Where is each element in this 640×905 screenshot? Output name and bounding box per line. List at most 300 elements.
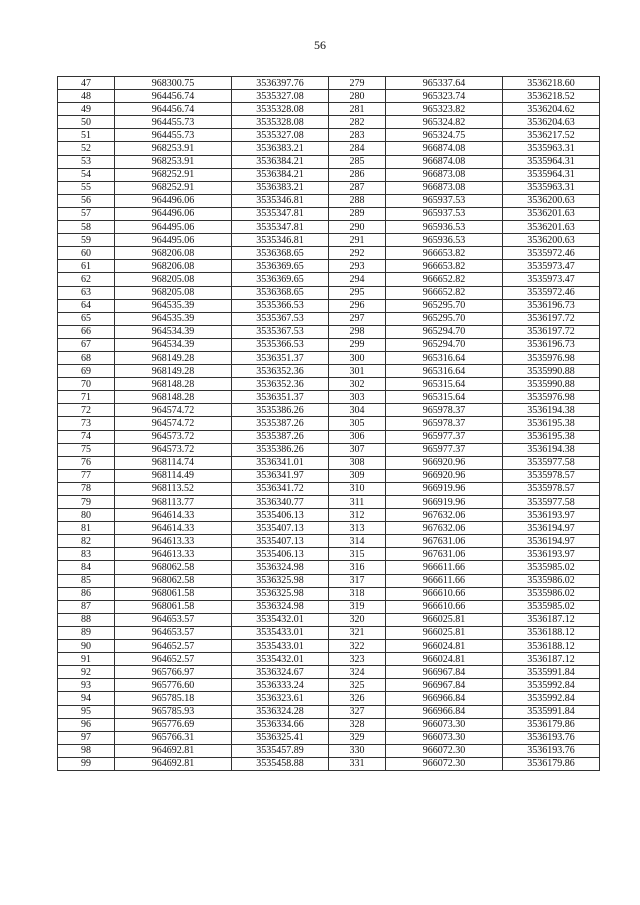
table-row — [58, 129, 600, 142]
coordinate-table-body — [58, 77, 600, 771]
point-id-left-cell: 55 — [58, 181, 115, 194]
y-coord-right-cell: 3536194.97 — [503, 535, 600, 548]
table-row — [58, 365, 600, 378]
coordinate-table — [57, 76, 600, 771]
point-id-right-cell: 313 — [329, 522, 386, 535]
point-id-right-cell: 291 — [329, 234, 386, 247]
x-coord-left-cell: 964534.39 — [115, 338, 232, 351]
y-coord-left-cell: 3536352.36 — [232, 378, 329, 391]
point-id-right-cell: 305 — [329, 417, 386, 430]
y-coord-left-cell: 3536334.66 — [232, 718, 329, 731]
table-row — [58, 103, 600, 116]
y-coord-right-cell: 3535985.02 — [503, 561, 600, 574]
point-id-left-cell: 65 — [58, 312, 115, 325]
table-row — [58, 299, 600, 312]
x-coord-right-cell: 966652.82 — [386, 286, 503, 299]
point-id-right-cell: 324 — [329, 666, 386, 679]
table-row — [58, 312, 600, 325]
x-coord-left-cell: 964573.72 — [115, 443, 232, 456]
point-id-left-cell: 70 — [58, 378, 115, 391]
point-id-right-cell: 323 — [329, 653, 386, 666]
point-id-right-cell: 331 — [329, 757, 386, 770]
y-coord-left-cell: 3536324.28 — [232, 705, 329, 718]
y-coord-left-cell: 3536333.24 — [232, 679, 329, 692]
x-coord-right-cell: 966919.96 — [386, 496, 503, 509]
table-row — [58, 378, 600, 391]
x-coord-left-cell: 964496.06 — [115, 194, 232, 207]
x-coord-left-cell: 968300.75 — [115, 77, 232, 90]
point-id-left-cell: 49 — [58, 103, 115, 116]
x-coord-right-cell: 965323.82 — [386, 103, 503, 116]
point-id-right-cell: 311 — [329, 496, 386, 509]
y-coord-right-cell: 3535991.84 — [503, 666, 600, 679]
y-coord-left-cell: 3535433.01 — [232, 640, 329, 653]
x-coord-right-cell: 965337.64 — [386, 77, 503, 90]
table-row — [58, 338, 600, 351]
point-id-right-cell: 322 — [329, 640, 386, 653]
x-coord-left-cell: 964455.73 — [115, 116, 232, 129]
y-coord-right-cell: 3535991.84 — [503, 705, 600, 718]
table-row — [58, 181, 600, 194]
table-row — [58, 155, 600, 168]
y-coord-right-cell: 3536217.52 — [503, 129, 600, 142]
y-coord-left-cell: 3536341.97 — [232, 469, 329, 482]
x-coord-right-cell: 966873.08 — [386, 181, 503, 194]
x-coord-right-cell: 965977.37 — [386, 430, 503, 443]
point-id-left-cell: 54 — [58, 168, 115, 181]
point-id-left-cell: 88 — [58, 613, 115, 626]
x-coord-right-cell: 965316.64 — [386, 351, 503, 364]
point-id-left-cell: 95 — [58, 705, 115, 718]
point-id-left-cell: 74 — [58, 430, 115, 443]
y-coord-left-cell: 3536323.61 — [232, 692, 329, 705]
y-coord-left-cell: 3535407.13 — [232, 522, 329, 535]
y-coord-right-cell: 3535985.02 — [503, 600, 600, 613]
x-coord-left-cell: 968113.52 — [115, 482, 232, 495]
point-id-right-cell: 290 — [329, 221, 386, 234]
table-row — [58, 509, 600, 522]
table-row — [58, 482, 600, 495]
table-row — [58, 522, 600, 535]
point-id-left-cell: 86 — [58, 587, 115, 600]
point-id-right-cell: 301 — [329, 365, 386, 378]
point-id-right-cell: 281 — [329, 103, 386, 116]
y-coord-left-cell: 3535346.81 — [232, 234, 329, 247]
y-coord-right-cell: 3536204.62 — [503, 103, 600, 116]
x-coord-left-cell: 968061.58 — [115, 587, 232, 600]
point-id-left-cell: 75 — [58, 443, 115, 456]
table-row — [58, 640, 600, 653]
y-coord-right-cell: 3536218.52 — [503, 90, 600, 103]
y-coord-left-cell: 3535458.88 — [232, 757, 329, 770]
x-coord-left-cell: 964652.57 — [115, 640, 232, 653]
table-row — [58, 116, 600, 129]
y-coord-right-cell: 3536193.97 — [503, 548, 600, 561]
table-row — [58, 456, 600, 469]
table-row — [58, 168, 600, 181]
y-coord-right-cell: 3535990.88 — [503, 378, 600, 391]
y-coord-right-cell: 3536201.63 — [503, 207, 600, 220]
x-coord-left-cell: 964613.33 — [115, 535, 232, 548]
x-coord-right-cell: 965324.75 — [386, 129, 503, 142]
y-coord-left-cell: 3536369.65 — [232, 260, 329, 273]
point-id-left-cell: 87 — [58, 600, 115, 613]
table-row — [58, 653, 600, 666]
point-id-left-cell: 66 — [58, 325, 115, 338]
y-coord-left-cell: 3536369.65 — [232, 273, 329, 286]
y-coord-left-cell: 3535347.81 — [232, 221, 329, 234]
point-id-left-cell: 64 — [58, 299, 115, 312]
point-id-right-cell: 314 — [329, 535, 386, 548]
point-id-right-cell: 329 — [329, 731, 386, 744]
y-coord-right-cell: 3536194.38 — [503, 404, 600, 417]
x-coord-left-cell: 968062.58 — [115, 561, 232, 574]
point-id-right-cell: 316 — [329, 561, 386, 574]
x-coord-left-cell: 965785.93 — [115, 705, 232, 718]
point-id-right-cell: 326 — [329, 692, 386, 705]
x-coord-right-cell: 965295.70 — [386, 299, 503, 312]
table-row — [58, 207, 600, 220]
y-coord-right-cell: 3535986.02 — [503, 574, 600, 587]
x-coord-left-cell: 964574.72 — [115, 417, 232, 430]
point-id-left-cell: 78 — [58, 482, 115, 495]
table-row — [58, 90, 600, 103]
y-coord-left-cell: 3536383.21 — [232, 181, 329, 194]
point-id-left-cell: 82 — [58, 535, 115, 548]
x-coord-right-cell: 965315.64 — [386, 391, 503, 404]
point-id-right-cell: 319 — [329, 600, 386, 613]
point-id-right-cell: 298 — [329, 325, 386, 338]
y-coord-left-cell: 3535367.53 — [232, 325, 329, 338]
x-coord-left-cell: 968148.28 — [115, 391, 232, 404]
point-id-left-cell: 92 — [58, 666, 115, 679]
table-row — [58, 548, 600, 561]
y-coord-right-cell: 3535973.47 — [503, 273, 600, 286]
point-id-left-cell: 93 — [58, 679, 115, 692]
point-id-left-cell: 83 — [58, 548, 115, 561]
y-coord-right-cell: 3535986.02 — [503, 587, 600, 600]
table-row — [58, 469, 600, 482]
y-coord-right-cell: 3535964.31 — [503, 168, 600, 181]
point-id-left-cell: 52 — [58, 142, 115, 155]
x-coord-right-cell: 965936.53 — [386, 234, 503, 247]
point-id-left-cell: 85 — [58, 574, 115, 587]
y-coord-right-cell: 3535978.57 — [503, 482, 600, 495]
y-coord-left-cell: 3536324.98 — [232, 600, 329, 613]
y-coord-left-cell: 3535432.01 — [232, 653, 329, 666]
y-coord-right-cell: 3536188.12 — [503, 640, 600, 653]
table-row — [58, 247, 600, 260]
table-row — [58, 286, 600, 299]
x-coord-right-cell: 965937.53 — [386, 207, 503, 220]
y-coord-right-cell: 3535978.57 — [503, 469, 600, 482]
table-row — [58, 731, 600, 744]
point-id-right-cell: 309 — [329, 469, 386, 482]
x-coord-left-cell: 968113.77 — [115, 496, 232, 509]
y-coord-right-cell: 3536193.76 — [503, 731, 600, 744]
point-id-right-cell: 289 — [329, 207, 386, 220]
table-row — [58, 718, 600, 731]
x-coord-right-cell: 965324.82 — [386, 116, 503, 129]
table-row — [58, 234, 600, 247]
x-coord-left-cell: 964614.33 — [115, 522, 232, 535]
x-coord-right-cell: 965294.70 — [386, 325, 503, 338]
x-coord-right-cell: 966024.81 — [386, 653, 503, 666]
point-id-right-cell: 325 — [329, 679, 386, 692]
point-id-left-cell: 63 — [58, 286, 115, 299]
point-id-right-cell: 283 — [329, 129, 386, 142]
point-id-left-cell: 69 — [58, 365, 115, 378]
x-coord-left-cell: 964574.72 — [115, 404, 232, 417]
x-coord-left-cell: 968252.91 — [115, 168, 232, 181]
y-coord-left-cell: 3536351.37 — [232, 391, 329, 404]
y-coord-left-cell: 3536384.21 — [232, 155, 329, 168]
table-row — [58, 391, 600, 404]
x-coord-left-cell: 964573.72 — [115, 430, 232, 443]
y-coord-right-cell: 3535977.58 — [503, 456, 600, 469]
y-coord-right-cell: 3535972.46 — [503, 286, 600, 299]
table-row — [58, 574, 600, 587]
x-coord-right-cell: 966873.08 — [386, 168, 503, 181]
table-row — [58, 626, 600, 639]
y-coord-left-cell: 3535327.08 — [232, 129, 329, 142]
y-coord-right-cell: 3536201.63 — [503, 221, 600, 234]
y-coord-left-cell: 3535328.08 — [232, 116, 329, 129]
x-coord-left-cell: 968149.28 — [115, 365, 232, 378]
x-coord-left-cell: 968206.08 — [115, 260, 232, 273]
table-row — [58, 142, 600, 155]
x-coord-right-cell: 966920.96 — [386, 456, 503, 469]
y-coord-right-cell: 3536187.12 — [503, 653, 600, 666]
x-coord-right-cell: 967632.06 — [386, 522, 503, 535]
y-coord-left-cell: 3535387.26 — [232, 417, 329, 430]
point-id-left-cell: 99 — [58, 757, 115, 770]
point-id-right-cell: 312 — [329, 509, 386, 522]
y-coord-right-cell: 3535972.46 — [503, 247, 600, 260]
x-coord-left-cell: 965766.97 — [115, 666, 232, 679]
point-id-left-cell: 60 — [58, 247, 115, 260]
point-id-left-cell: 81 — [58, 522, 115, 535]
point-id-right-cell: 328 — [329, 718, 386, 731]
y-coord-right-cell: 3536197.72 — [503, 325, 600, 338]
x-coord-right-cell: 965936.53 — [386, 221, 503, 234]
y-coord-left-cell: 3536324.67 — [232, 666, 329, 679]
y-coord-left-cell: 3535433.01 — [232, 626, 329, 639]
y-coord-right-cell: 3536204.63 — [503, 116, 600, 129]
x-coord-left-cell: 968252.91 — [115, 181, 232, 194]
point-id-right-cell: 303 — [329, 391, 386, 404]
y-coord-left-cell: 3535366.53 — [232, 299, 329, 312]
x-coord-left-cell: 968206.08 — [115, 247, 232, 260]
table-row — [58, 221, 600, 234]
x-coord-left-cell: 964495.06 — [115, 234, 232, 247]
point-id-left-cell: 68 — [58, 351, 115, 364]
point-id-right-cell: 327 — [329, 705, 386, 718]
y-coord-right-cell: 3535963.31 — [503, 142, 600, 155]
x-coord-left-cell: 968149.28 — [115, 351, 232, 364]
x-coord-left-cell: 965785.18 — [115, 692, 232, 705]
point-id-left-cell: 72 — [58, 404, 115, 417]
table-row — [58, 587, 600, 600]
y-coord-right-cell: 3535977.58 — [503, 496, 600, 509]
table-row — [58, 430, 600, 443]
point-id-right-cell: 287 — [329, 181, 386, 194]
table-row — [58, 260, 600, 273]
x-coord-right-cell: 966611.66 — [386, 561, 503, 574]
y-coord-right-cell: 3536197.72 — [503, 312, 600, 325]
x-coord-right-cell: 965937.53 — [386, 194, 503, 207]
x-coord-right-cell: 966653.82 — [386, 260, 503, 273]
y-coord-right-cell: 3536187.12 — [503, 613, 600, 626]
x-coord-right-cell: 966920.96 — [386, 469, 503, 482]
x-coord-right-cell: 965294.70 — [386, 338, 503, 351]
point-id-left-cell: 51 — [58, 129, 115, 142]
point-id-left-cell: 84 — [58, 561, 115, 574]
table-row — [58, 600, 600, 613]
y-coord-left-cell: 3536341.72 — [232, 482, 329, 495]
x-coord-left-cell: 964456.74 — [115, 90, 232, 103]
x-coord-right-cell: 966025.81 — [386, 613, 503, 626]
point-id-right-cell: 292 — [329, 247, 386, 260]
x-coord-right-cell: 966967.84 — [386, 679, 503, 692]
y-coord-right-cell: 3535992.84 — [503, 679, 600, 692]
y-coord-left-cell: 3536325.98 — [232, 587, 329, 600]
y-coord-right-cell: 3536195.38 — [503, 417, 600, 430]
x-coord-right-cell: 967632.06 — [386, 509, 503, 522]
table-row — [58, 496, 600, 509]
x-coord-left-cell: 964614.33 — [115, 509, 232, 522]
point-id-left-cell: 80 — [58, 509, 115, 522]
point-id-left-cell: 89 — [58, 626, 115, 639]
point-id-left-cell: 48 — [58, 90, 115, 103]
x-coord-left-cell: 968205.08 — [115, 273, 232, 286]
table-row — [58, 417, 600, 430]
point-id-right-cell: 284 — [329, 142, 386, 155]
point-id-right-cell: 300 — [329, 351, 386, 364]
x-coord-right-cell: 965315.64 — [386, 378, 503, 391]
point-id-right-cell: 296 — [329, 299, 386, 312]
y-coord-left-cell: 3535457.89 — [232, 744, 329, 757]
x-coord-right-cell: 966966.84 — [386, 692, 503, 705]
point-id-right-cell: 282 — [329, 116, 386, 129]
table-row — [58, 194, 600, 207]
y-coord-right-cell: 3536218.60 — [503, 77, 600, 90]
x-coord-right-cell: 966610.66 — [386, 587, 503, 600]
x-coord-right-cell: 966073.30 — [386, 718, 503, 731]
point-id-right-cell: 317 — [329, 574, 386, 587]
x-coord-right-cell: 965978.37 — [386, 417, 503, 430]
point-id-right-cell: 295 — [329, 286, 386, 299]
y-coord-right-cell: 3536196.73 — [503, 299, 600, 312]
point-id-right-cell: 288 — [329, 194, 386, 207]
table-row — [58, 325, 600, 338]
y-coord-right-cell: 3536188.12 — [503, 626, 600, 639]
x-coord-right-cell: 966652.82 — [386, 273, 503, 286]
x-coord-left-cell: 968148.28 — [115, 378, 232, 391]
x-coord-left-cell: 964495.06 — [115, 221, 232, 234]
point-id-left-cell: 62 — [58, 273, 115, 286]
y-coord-left-cell: 3535346.81 — [232, 194, 329, 207]
x-coord-right-cell: 965978.37 — [386, 404, 503, 417]
point-id-right-cell: 308 — [329, 456, 386, 469]
table-row — [58, 561, 600, 574]
x-coord-right-cell: 966874.08 — [386, 142, 503, 155]
x-coord-left-cell: 965776.60 — [115, 679, 232, 692]
y-coord-left-cell: 3536384.21 — [232, 168, 329, 181]
point-id-left-cell: 97 — [58, 731, 115, 744]
y-coord-right-cell: 3535976.98 — [503, 351, 600, 364]
x-coord-right-cell: 966072.30 — [386, 744, 503, 757]
x-coord-left-cell: 964613.33 — [115, 548, 232, 561]
y-coord-left-cell: 3535386.26 — [232, 404, 329, 417]
point-id-left-cell: 58 — [58, 221, 115, 234]
x-coord-left-cell: 964455.73 — [115, 129, 232, 142]
table-row — [58, 273, 600, 286]
x-coord-right-cell: 965323.74 — [386, 90, 503, 103]
point-id-left-cell: 57 — [58, 207, 115, 220]
table-row — [58, 77, 600, 90]
y-coord-left-cell: 3535386.26 — [232, 443, 329, 456]
point-id-left-cell: 71 — [58, 391, 115, 404]
point-id-right-cell: 315 — [329, 548, 386, 561]
y-coord-left-cell: 3535406.13 — [232, 509, 329, 522]
x-coord-left-cell: 968114.49 — [115, 469, 232, 482]
y-coord-left-cell: 3536368.65 — [232, 286, 329, 299]
x-coord-left-cell: 964534.39 — [115, 325, 232, 338]
table-row — [58, 351, 600, 364]
x-coord-left-cell: 968062.58 — [115, 574, 232, 587]
x-coord-right-cell: 965295.70 — [386, 312, 503, 325]
y-coord-left-cell: 3535347.81 — [232, 207, 329, 220]
y-coord-right-cell: 3536193.97 — [503, 509, 600, 522]
point-id-right-cell: 306 — [329, 430, 386, 443]
point-id-right-cell: 293 — [329, 260, 386, 273]
x-coord-left-cell: 968205.08 — [115, 286, 232, 299]
x-coord-left-cell: 965766.31 — [115, 731, 232, 744]
y-coord-left-cell: 3535327.08 — [232, 90, 329, 103]
x-coord-right-cell: 966919.96 — [386, 482, 503, 495]
x-coord-left-cell: 964653.57 — [115, 613, 232, 626]
point-id-right-cell: 280 — [329, 90, 386, 103]
point-id-right-cell: 310 — [329, 482, 386, 495]
y-coord-right-cell: 3535963.31 — [503, 181, 600, 194]
x-coord-left-cell: 965776.69 — [115, 718, 232, 731]
x-coord-right-cell: 966024.81 — [386, 640, 503, 653]
table-row — [58, 443, 600, 456]
point-id-left-cell: 59 — [58, 234, 115, 247]
y-coord-left-cell: 3536383.21 — [232, 142, 329, 155]
point-id-right-cell: 286 — [329, 168, 386, 181]
point-id-left-cell: 90 — [58, 640, 115, 653]
point-id-right-cell: 302 — [329, 378, 386, 391]
x-coord-right-cell: 965977.37 — [386, 443, 503, 456]
table-row — [58, 744, 600, 757]
point-id-right-cell: 330 — [329, 744, 386, 757]
y-coord-left-cell: 3535387.26 — [232, 430, 329, 443]
y-coord-right-cell: 3535973.47 — [503, 260, 600, 273]
x-coord-right-cell: 966072.30 — [386, 757, 503, 770]
x-coord-left-cell: 968253.91 — [115, 155, 232, 168]
table-row — [58, 757, 600, 770]
table-row — [58, 679, 600, 692]
point-id-right-cell: 318 — [329, 587, 386, 600]
point-id-left-cell: 61 — [58, 260, 115, 273]
y-coord-left-cell: 3536351.37 — [232, 351, 329, 364]
point-id-left-cell: 77 — [58, 469, 115, 482]
x-coord-right-cell: 966874.08 — [386, 155, 503, 168]
x-coord-right-cell: 966966.84 — [386, 705, 503, 718]
x-coord-left-cell: 964653.57 — [115, 626, 232, 639]
